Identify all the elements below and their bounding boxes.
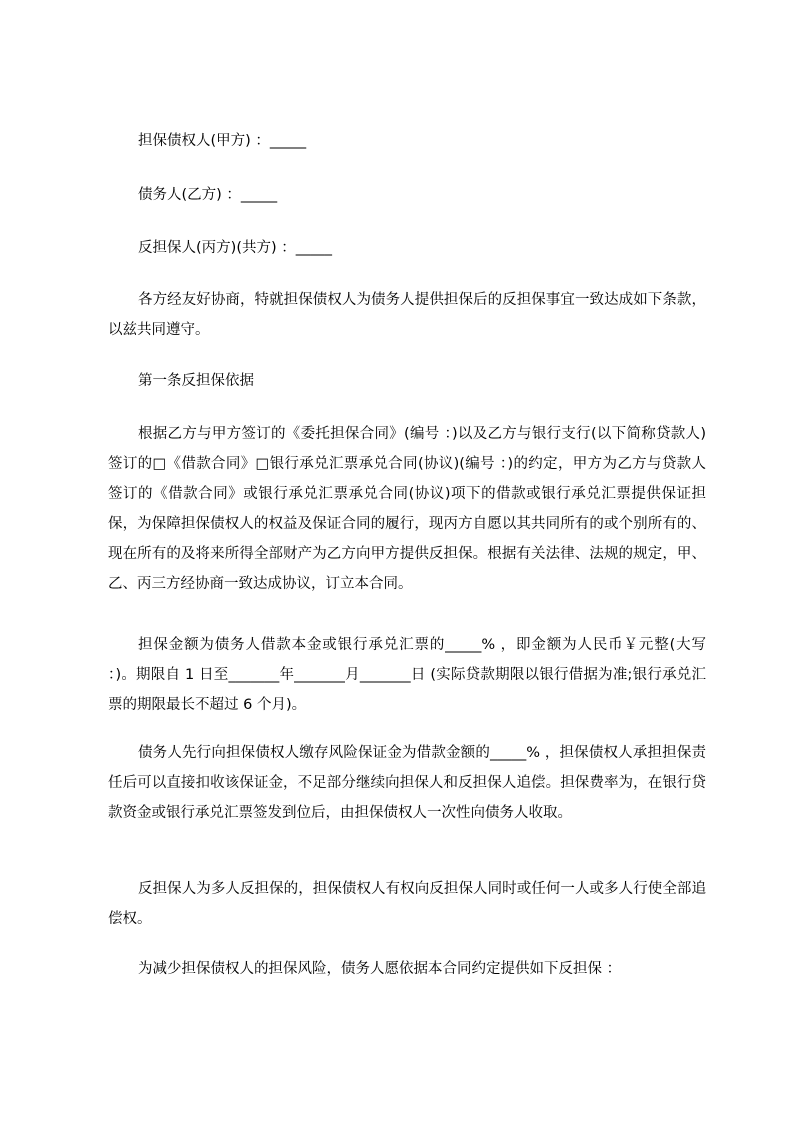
party-a-line: 担保债权人(甲方) ：_____	[138, 133, 307, 149]
debtor-line: 债务人(乙方) ：_____	[138, 187, 278, 203]
party-c-line: 反担保人(丙方)(共方) ：_____	[138, 240, 332, 256]
deposit-paragraph: 债务人先行向担保债权人缴存风险保证金为借款金额的_____% ，担保债权人承担担保责任后可以直接扣收该保证金，不足部分继续向担保人和反担保人追偿。担保费率为，在银行贷款资金或银行承兑汇票签发到位后，由担保债权人一次性向债务人收取。	[108, 745, 706, 821]
intro-paragraph: 各方经友好协商，特就担保债权人为债务人提供担保后的反担保事宜一致达成如下条款，以兹共同遵守。	[108, 292, 706, 338]
multi-guarantor-paragraph: 反担保人为多人反担保的，担保债权人有权向反担保人同时或任何一人或多人行使全部追偿权。	[108, 881, 706, 927]
basis-paragraph: 根据乙方与甲方签订的《委托担保合同》(编号 ：)以及乙方与银行支行(以下简称贷款人)签订的□《借款合同》□银行承兑汇票承兑合同(协议)(编号 ：)的约定，甲方为乙方与贷款人签订的《借款合同》或银行承兑汇票承兑合同(协议)项下的借款或银行承兑汇票提供保证担保，为保障担保债权人的权益及保证合同的履行，现丙方自愿以其共同所有的或个别所有的、现在所有的及将来所得全部财产为乙方向甲方提供反担保。根据有关法律、法规的规定，甲、乙、丙三方经协商一致达成协议，订立本合同。	[108, 426, 706, 592]
amount-paragraph: 担保金额为债务人借款本金或银行承兑汇票的_____% ，即金额为人民币￥元整(大写 ：)。期限自 1 日至_______年_______月_______日 (实际贷款期限以银行借据为准;银行承兑汇票的期限最长不超过 6 个月)。	[108, 637, 706, 713]
reduce-risk-line: 为减少担保债权人的担保风险，债务人愿依据本合同约定提供如下反担保 ：	[138, 961, 622, 977]
article-1-title: 第一条反担保依据	[138, 373, 254, 389]
